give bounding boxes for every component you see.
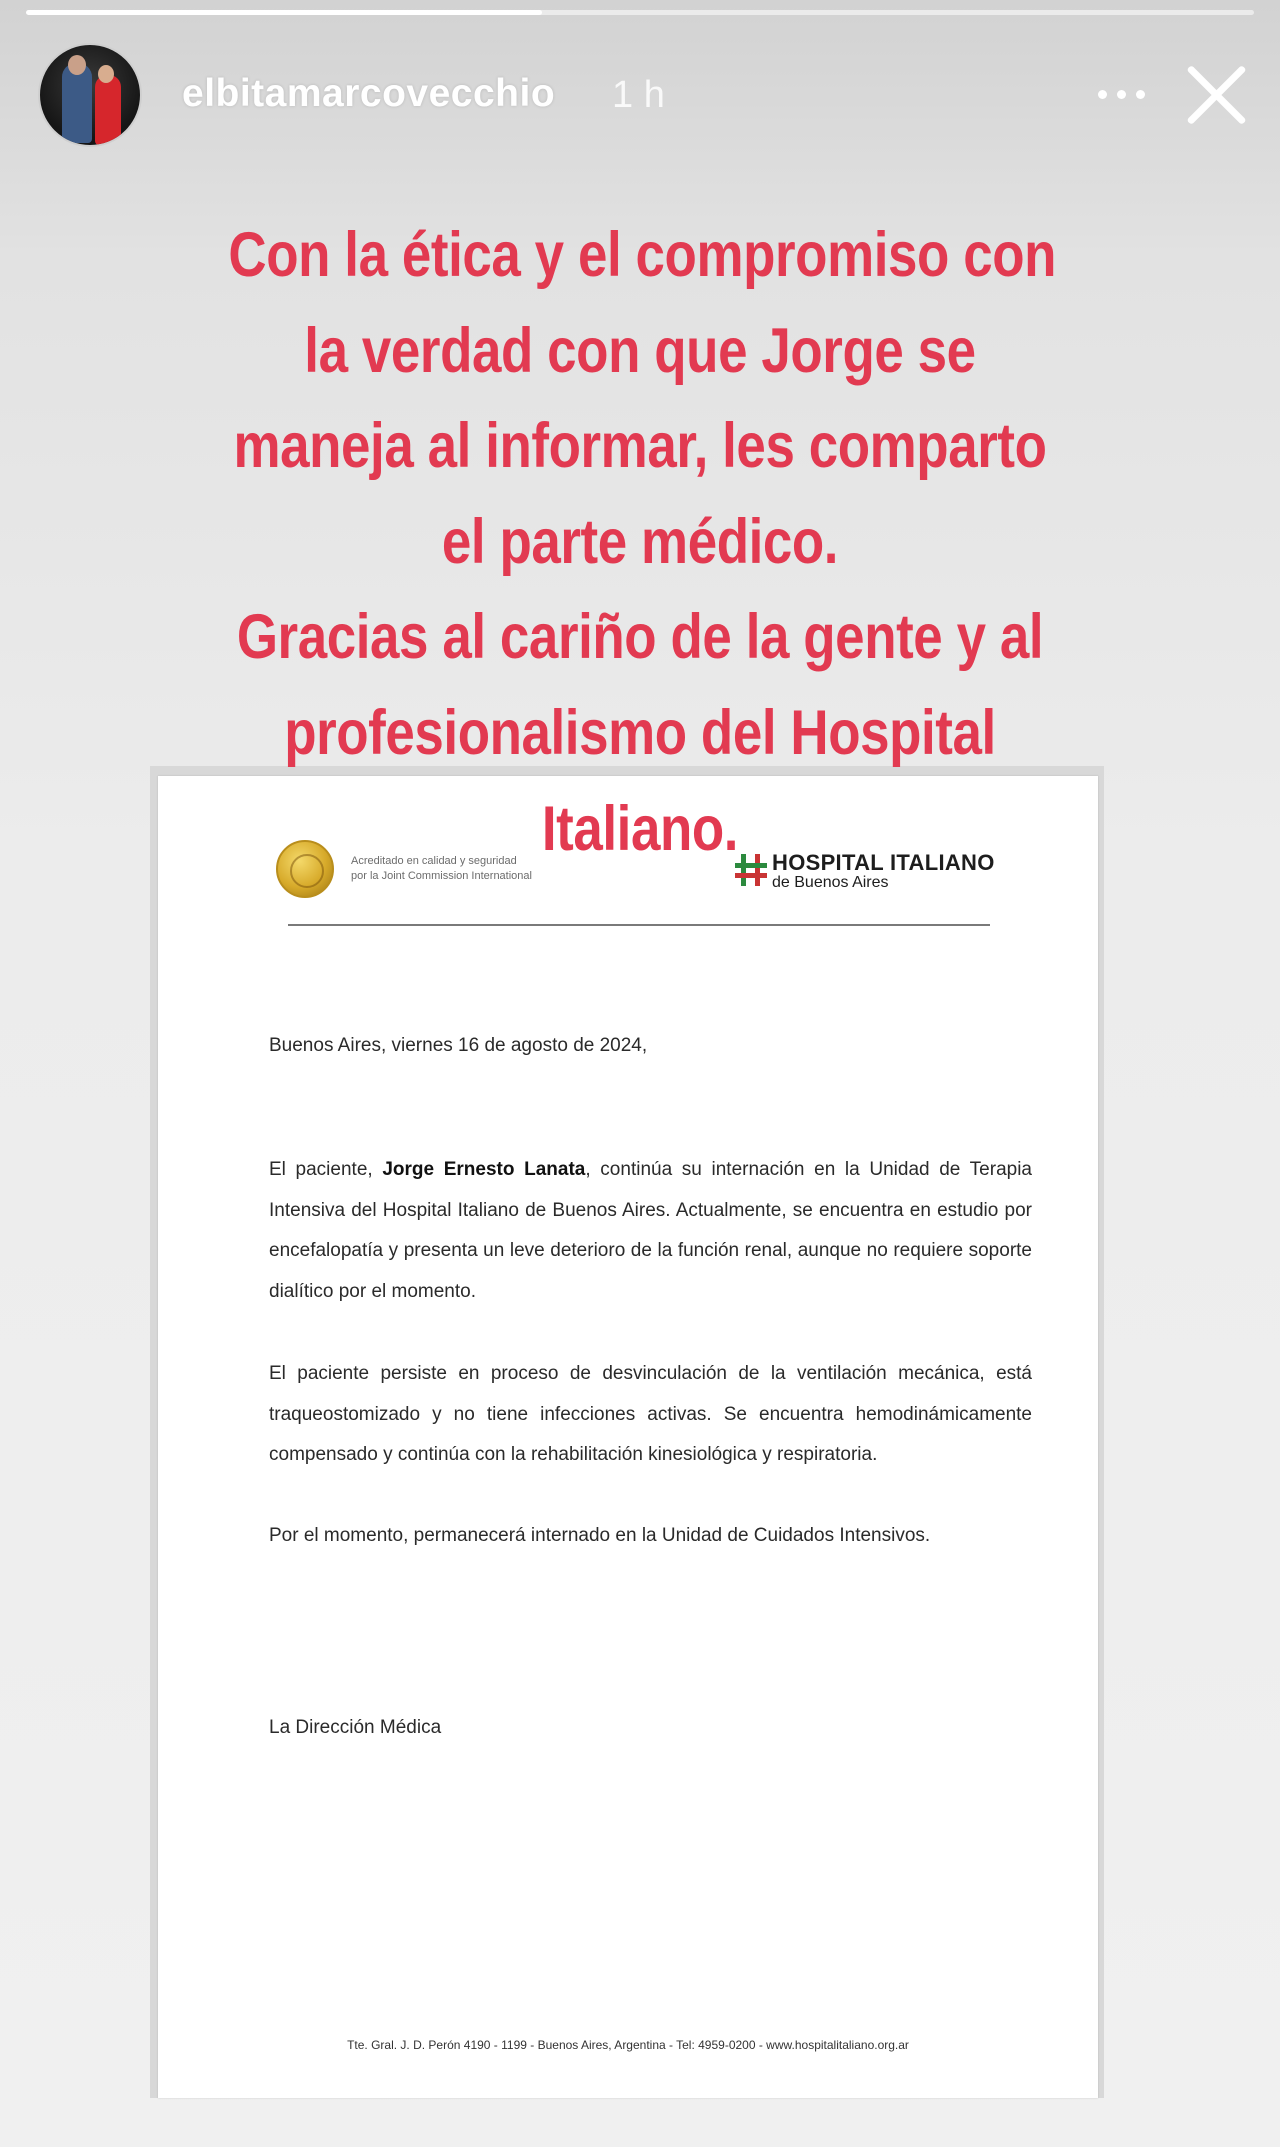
signature: La Dirección Médica (269, 1717, 442, 1738)
story-progress-bar (26, 10, 1254, 15)
caption-line: Con la ética y el compromiso con (228, 220, 1057, 290)
story-caption (228, 208, 1057, 877)
document-footer: Tte. Gral. J. D. Perón 4190 - 1199 - Buenos Aires, Argentina - Tel: 4959-0200 - www.hospitalitaliano.org.ar (347, 2038, 909, 2052)
paragraph-2: El paciente persiste en proceso de desvinculación de la ventilación mecánica, está traqueostomizado y no tiene infecciones activas. Se encuentra hemodinámicamente compensado y continúa con la rehabilitación kinesiológica y respiratoria. (269, 1363, 1032, 1465)
header-divider (288, 924, 990, 926)
caption-line: el parte médico. (441, 506, 839, 577)
hospital-name: HOSPITAL ITALIANO (772, 850, 995, 875)
paragraph-1 (269, 1150, 1032, 1312)
paragraph-3: Por el momento, permanecerá internado en la Unidad de Cuidados Intensivos. (269, 1525, 931, 1546)
close-icon[interactable] (1182, 60, 1252, 130)
hospital-subtitle: de Buenos Aires (772, 874, 889, 891)
paragraph-1-prefix: El paciente, (269, 1159, 383, 1180)
story-header (38, 40, 1248, 150)
avatar-figure-woman (95, 75, 121, 145)
caption-line: Italiano. (541, 793, 739, 864)
caption-line: Gracias al cariño de la gente y al (236, 602, 1044, 673)
caption-line: maneja al informar, les comparto (233, 411, 1047, 482)
paragraph-1-body: , continúa su internación en la Unidad de Terapia Intensiva del Hospital Italiano de Buenos Aires. Actualmente, se encuentra en estudio por encefalopatía y presenta un leve deterioro de la función renal, aunque no requiere soporte dialítico por el momento. (269, 1159, 1032, 1302)
accreditation-line-2: por la Joint Commission International (351, 870, 532, 882)
post-time: 1 h (612, 74, 665, 116)
medical-report-document (158, 776, 1098, 2098)
caption-line: profesionalismo del Hospital (284, 697, 996, 768)
caption-line: la verdad con que Jorge se (304, 315, 976, 386)
patient-name: Jorge Ernesto Lanata (382, 1159, 586, 1180)
avatar-figure-man-head (68, 55, 86, 75)
avatar-figure-man (62, 63, 92, 143)
avatar[interactable] (38, 43, 142, 147)
username[interactable]: elbitamarcovecchio (182, 72, 556, 115)
more-options-icon[interactable] (1094, 80, 1150, 108)
story-progress-fill (26, 10, 542, 15)
avatar-figure-woman-head (98, 65, 114, 83)
accreditation-line-1: Acreditado en calidad y seguridad (351, 855, 517, 867)
document-date: Buenos Aires, viernes 16 de agosto de 2024, (269, 1035, 648, 1056)
